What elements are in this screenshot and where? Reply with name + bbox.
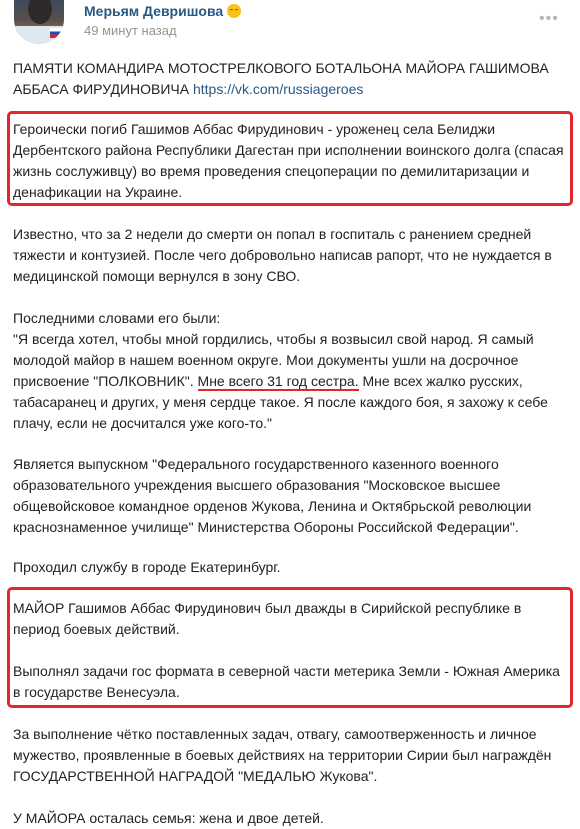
quote-part-a: "Я всегда хотел, чтобы мной гордились, чтобы я возвысил свой народ. Я самый молодой майор в нашем военном округе. Мои документы ушли на досрочное присвоение "ПОЛКОВНИК".: [13, 331, 534, 389]
author-name-link[interactable]: [84, 3, 241, 19]
more-horizontal-icon[interactable]: •••: [539, 10, 559, 27]
paragraph-award: За выполнение чётко поставленных задач, отвагу, самоотверженность и личное мужество, проявленные в боевых действиях на территории Сирии был награждён ГОСУДАРСТВЕННОЙ НАГРАДОЙ "МЕДАЛЬЮ Жукова".: [13, 726, 552, 784]
post-title: [13, 58, 571, 100]
author-name-text: Мерьям Девришова: [84, 3, 224, 19]
quote-underlined-phrase: Мне всего 31 год сестра.: [197, 373, 359, 389]
avatar-flag: [50, 28, 62, 38]
paragraph-heroic-death: Героически погиб Гашимов Аббас Фирудинович - уроженец села Белиджи Дербентского района Республики Дагестан при исполнении воинского долга (спасая жизнь сослуживцу) во время проведения спецоперации по демилитаризации и денафикации на Украине.: [13, 121, 564, 200]
avatar-figure: [28, 0, 52, 24]
post-timestamp[interactable]: 49 минут назад: [84, 23, 177, 38]
paragraph-last-words-quote: [13, 329, 571, 434]
post-title-text: ПАМЯТИ КОМАНДИРА МОТОСТРЕЛКОВОГО БОТАЛЬОНА МАЙОРА ГАШИМОВА АББАСА ФИРУДИНОВИЧА: [13, 60, 549, 97]
author-avatar[interactable]: [14, 0, 64, 44]
smiling-face-emoji-icon: [227, 4, 241, 18]
paragraph-hospital: Известно, что за 2 недели до смерти он попал в госпиталь с ранением средней тяжести и контузией. После чего добровольно написав рапорт, что не нуждается в медицинской помощи вернулся в зону СВО.: [13, 226, 552, 284]
post-title-link[interactable]: https://vk.com/russiageroes: [192, 81, 364, 97]
paragraph-service-city: Проходил службу в городе Екатеринбург.: [13, 559, 281, 575]
paragraph-syria: МАЙОР Гашимов Аббас Фирудинович был дважды в Сирийской республике в период боевых действий.: [13, 600, 522, 637]
paragraph-education: Является выпускном "Федерального государственного казенного военного образовательного учреждения высшего образования "Московское высшее общевойсковое командное орденов Жукова, Ленина и Октябрьской революции краснознаменное училище" Министерства Обороны Российской Федерации".: [13, 456, 532, 535]
paragraph-family: У МАЙОРА осталась семья: жена и двое детей.: [13, 810, 324, 826]
paragraph-last-words-intro: Последними словами его были:: [13, 310, 221, 326]
post-header: [0, 0, 580, 48]
paragraph-venezuela: Выполнял задачи гос формата в северной части метерика Земли - Южная Америка в государстве Венесуэла.: [13, 663, 560, 700]
quote-part-b: Мне всех жалко русских, табасаранец и других, у меня сердце такое. Я после каждого боя, я захожу к себе плачу, если не досчитался уже кого-то.": [13, 373, 548, 431]
